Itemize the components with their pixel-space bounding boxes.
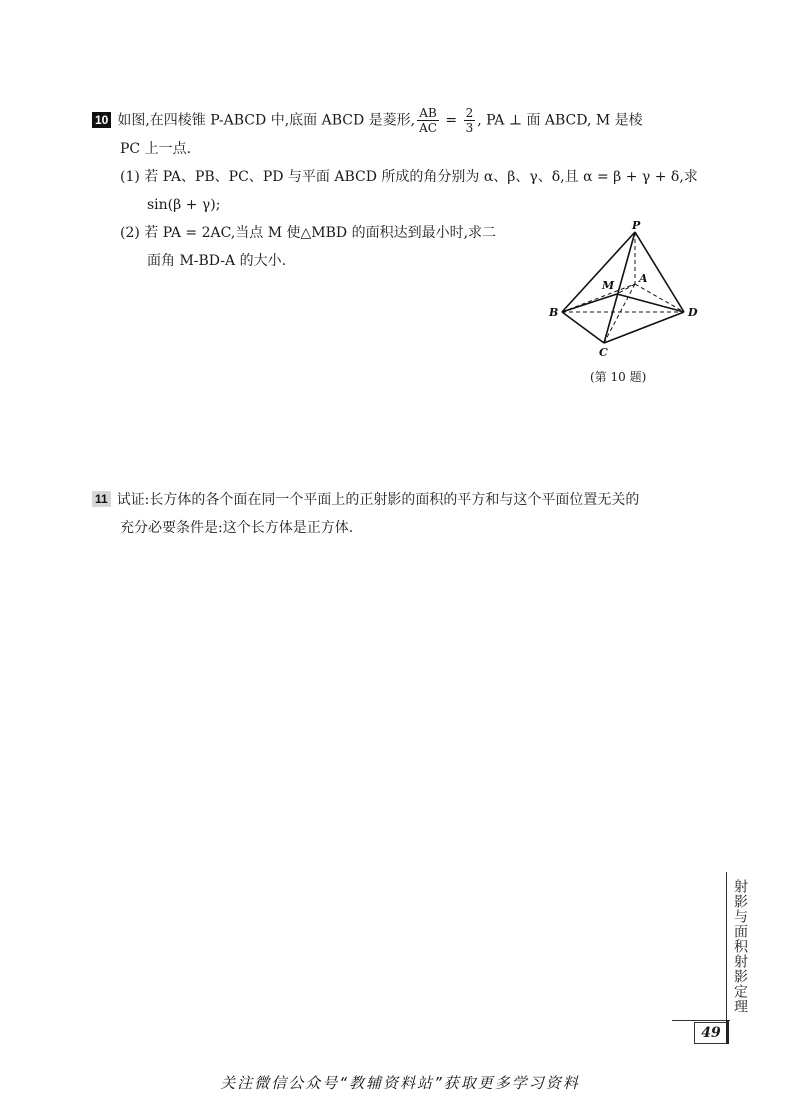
problem-10-stem-start: 如图,在四棱锥 P-ABCD 中,底面 ABCD 是菱形, [117,112,416,129]
footer-watermark: 关注微信公众号“教辅资料站”获取更多学习资料 [220,1074,580,1092]
page-number: 49 [694,1022,728,1044]
label-a: A [639,272,648,285]
ratio-fraction-2-3: $\frac{2}{3}$ [465,106,474,135]
part-2-line2: 面角 M-BD-A 的大小. [147,253,287,269]
problem-11-stem: 试证:长方体的各个面在同一个平面上的正射影的面积的平方和与这个平面位置无关的 [116,492,640,508]
pyramid-figure [540,220,710,390]
part-2-line1: (2) 若 PA = 2AC,当点 M 使△MBD 的面积达到最小时,求二 [120,225,497,241]
page-number-bar [726,1020,729,1044]
problem-number-badge: 11 [92,491,111,507]
label-b: B [549,306,559,319]
problem-number-badge: 10 [92,112,111,128]
label-c: C [599,346,608,359]
part-1-line2: sin(β + γ); [147,197,221,213]
problem-11 [92,486,732,542]
label-m: M [602,279,615,292]
label-p: P [632,220,641,232]
ratio-fraction-ab-ac: $\frac{AB}{AC}$ [419,106,437,135]
problem-11-line2: 充分必要条件是:这个长方体是正方体. [120,520,354,536]
edge-cd [604,312,684,343]
chapter-side-tab: 射影与面积射影定理 [726,872,753,1020]
problem-10-line2: PC 上一点. [120,141,192,157]
edge-ad [635,284,684,312]
part-1-line1: (1) 若 PA、PB、PC、PD 与平面 ABCD 所成的角分别为 α、β、γ、δ,且 α = β + γ + δ,求 [120,169,698,185]
problem-11-line1 [92,486,732,514]
problem-10-line1: 10 如图,在四棱锥 P-ABCD 中,底面 ABCD 是菱形, $\frac{AB}{AC}$ = $\frac{2}{3}$ , PA ⊥ 面 ABCD, M 是棱 [92,106,732,135]
page-number-rule [672,1020,730,1021]
figure-caption: (第 10 题) [590,370,647,384]
label-d: D [688,306,698,319]
problem-10-stem-end: , PA ⊥ 面 ABCD, M 是棱 [477,112,643,129]
edge-bc [562,312,604,343]
